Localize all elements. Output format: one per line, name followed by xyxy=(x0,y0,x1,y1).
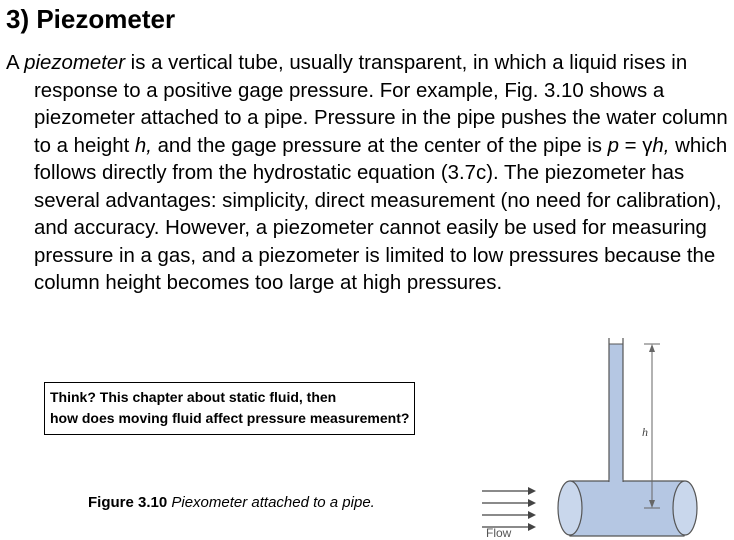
body-paragraph xyxy=(6,50,734,298)
var-gamma: γ xyxy=(642,134,653,157)
figure-caption xyxy=(88,494,375,511)
para-text: A xyxy=(6,52,25,74)
piezometer-figure xyxy=(474,336,720,540)
pipe-right-end xyxy=(673,481,697,535)
caption-text: Piexometer attached to a pipe. xyxy=(167,494,375,511)
pipe-body xyxy=(564,481,690,536)
h-label: h xyxy=(642,425,648,439)
pipe-left-end xyxy=(558,481,582,535)
term-piezometer: piezometer xyxy=(24,52,126,74)
piezometer-diagram xyxy=(474,336,720,540)
think-box xyxy=(44,382,415,435)
var-h: h, xyxy=(134,134,152,157)
var-p: p xyxy=(607,134,619,157)
slide-title: 3) Piezometer xyxy=(6,4,176,34)
var-h: h, xyxy=(652,134,670,157)
h-arrow-top xyxy=(649,344,655,352)
junction xyxy=(610,479,623,484)
caption-label: Figure 3.10 xyxy=(88,494,168,511)
para-text: which follows directly from the hydrostatic equation (3.7c). The piezometer has several advantages: simplicity, direct measurement (no need for calibration), and accuracy. However, a piezometer cannot easily be used for measuring pressure in a gas, and a piezometer is limited to low pressures because the column height becomes too large at high pressures. xyxy=(34,134,728,294)
piezometer-tube xyxy=(609,344,623,482)
think-line-2: how does moving fluid affect pressure measurement? xyxy=(50,410,410,426)
para-text: is a vertical tube, usually transparent, in which a liquid rises in response to a positive gage pressure. For example, Fig. 3.10 shows a piezometer attached to a pipe. Pressure in the pipe pushes the water column to a height xyxy=(34,52,728,157)
think-line-1: Think? This chapter about static fluid, then xyxy=(50,389,337,405)
para-text: = xyxy=(618,134,643,157)
para-text: and the gage pressure at the center of the pipe is xyxy=(151,134,608,157)
flow-label: Flow xyxy=(486,526,512,540)
flow-arrows xyxy=(482,487,536,531)
